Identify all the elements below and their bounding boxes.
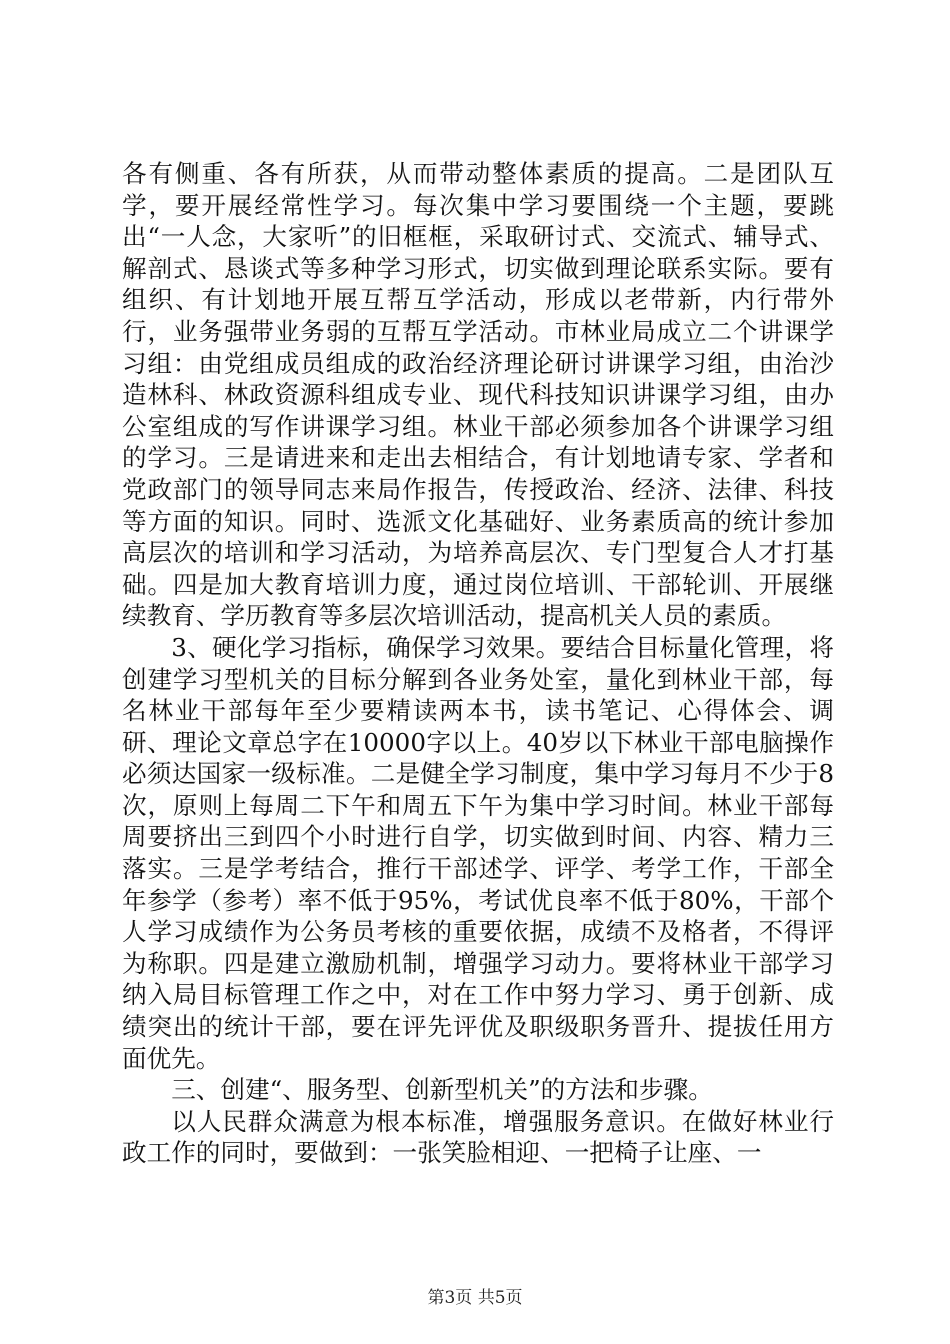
- page-number-label: 第3页 共5页: [427, 1288, 523, 1308]
- section-heading: 三、创建“、服务型、创新型机关”的方法和步骤。: [171, 1075, 713, 1105]
- paragraph-continuation: 各有侧重、各有所获，从而带动整体素质的提高。二是团队互学，要开展经常性学习。每次集中学习要围绕一个主题，要跳出“一人念，大家听”的旧框框，采取研讨式、交流式、辅导式、解剖式、恳谈式等多种学习形式，切实做到理论联系实际。要有组织、有计划地开展互帮互学活动，形成以老带新，内行带外行，业务强带业务弱的互帮互学活动。市林业局成立二个讲课学习组：由党组成员组成的政治经济理论研讨讲课学习组，由治沙造林科、林政资源科组成专业、现代科技知识讲课学习组，由办公室组成的写作讲课学习组。林业干部必须参加各个讲课学习组的学习。三是请进来和走出去相结合，有计划地请专家、学者和党政部门的领导同志来局作报告，传授政治、经济、法律、科技等方面的知识。同时、选派文化基础好、业务素质高的统计参加高层次的培训和学习活动，为培养高层次、专门型复合人才打基础。四是加大教育培训力度，通过岗位培训、干部轮训、开展继续教育、学历教育等多层次培训活动，提高机关人员的素质。: [122, 159, 834, 631]
- page-footer: [0, 1283, 950, 1308]
- paragraph-service-awareness: 以人民群众满意为根本标准，增强服务意识。在做好林业行政工作的同时，要做到：一张笑脸相迎、一把椅子让座、一: [122, 1106, 834, 1168]
- document-body: [122, 158, 834, 1169]
- paragraph-learning-indicators: 3、硬化学习指标，确保学习效果。要结合目标量化管理，将创建学习型机关的目标分解到各业务处室，量化到林业干部，每名林业干部每年至少要精读两本书，读书笔记、心得体会、调研、理论文章总字在10000字以上。40岁以下林业干部电脑操作必须达国家一级标准。二是健全学习制度，集中学习每月不少于8次，原则上每周二下午和周五下午为集中学习时间。林业干部每周要挤出三到四个小时进行自学，切实做到时间、内容、精力三落实。三是学考结合，推行干部述学、评学、考学工作，干部全年参学（参考）率不低于95%，考试优良率不低于80%，干部个人学习成绩作为公务员考核的重要依据，成绩不及格者，不得评为称职。四是建立激励机制，增强学习动力。要将林业干部学习纳入局目标管理工作之中，对在工作中努力学习、勇于创新、成绩突出的统计干部，要在评先评优及职级职务晋升、提拔任用方面优先。: [122, 632, 834, 1073]
